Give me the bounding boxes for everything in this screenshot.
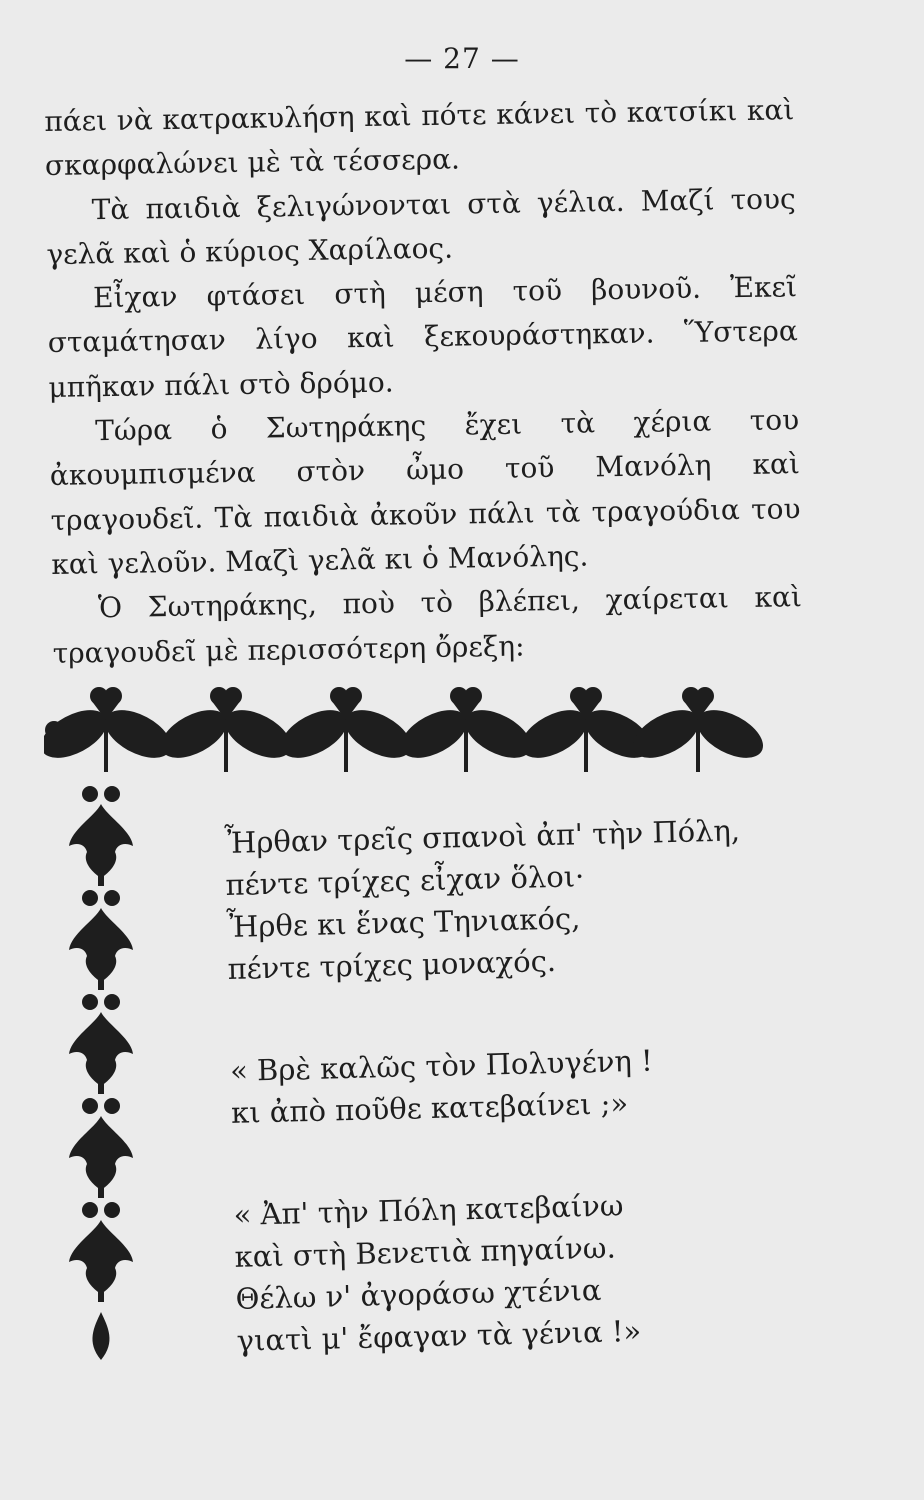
- leaf-sprig: [625, 687, 764, 772]
- prose-body: [44, 88, 803, 676]
- stanza: [230, 1036, 792, 1134]
- verse-line: Θέλω ν' ἀγοράσω χτένια: [235, 1272, 602, 1316]
- verse-line: « Ἀπ' τὴν Πόλη κατεβαίνω: [233, 1188, 624, 1232]
- fleuron: [69, 1202, 133, 1302]
- verse-line: Ἦρθαν τρεῖς σπανοὶ ἀπ' τὴν Πόλη,: [224, 813, 741, 860]
- paragraph: Τὰ παιδιὰ ξελιγώνονται στὰ γέλια. Μαζί τους γελᾶ καὶ ὁ κύριος Χαρίλαος.: [46, 181, 796, 271]
- stanza: [224, 808, 788, 990]
- leaf-sprig: [513, 687, 658, 772]
- fleuron: [69, 786, 133, 886]
- fleuron: [69, 890, 133, 990]
- fleuron-column-ornament: [56, 782, 146, 1362]
- leaf-sprig: [393, 687, 538, 772]
- fleuron: [69, 1098, 133, 1198]
- fleuron: [69, 994, 133, 1094]
- verse-line: « Βρὲ καλῶς τὸν Πολυγένη !: [229, 1043, 654, 1088]
- leaf-sprig: [44, 687, 179, 772]
- stanza: [233, 1180, 797, 1362]
- leaf-border-svg: [44, 682, 764, 782]
- fleuron-tip: [92, 1312, 109, 1360]
- page-number: — 27 —: [404, 42, 520, 75]
- verse-line: πέντε τρίχες μοναχός.: [227, 943, 557, 986]
- paragraph: Τώρα ὁ Σωτηράκης ἔχει τὰ χέρια του ἀκουμπισμένα στὸν ὦμο τοῦ Μανόλη καὶ τραγουδεῖ. Τὰ παιδιὰ ἀκοῦν πάλι τὰ τραγούδια του καὶ γελοῦν. Μαζὶ γελᾶ κι ὁ Μανόλης.: [49, 403, 801, 581]
- paragraph: πάει νὰ κατρακυλήση καὶ πότε κάνει τὸ κατσίκι καὶ σκαρφαλώνει μὲ τὰ τέσσερα.: [44, 93, 795, 183]
- poem: [224, 808, 797, 1362]
- verse-line: κι ἀπὸ ποῦθε κατεβαίνει ;»: [230, 1086, 629, 1130]
- verse-line: πέντε τρίχες εἶχαν ὅλοι·: [225, 859, 585, 902]
- verse-line: γιατὶ μ' ἔφαγαν τὰ γένια !»: [236, 1313, 642, 1358]
- leaf-sprig-border-ornament: [44, 682, 764, 782]
- fleuron-column-svg: [56, 782, 146, 1362]
- verse-line: καὶ στὴ Βενετιὰ πηγαίνω.: [234, 1230, 617, 1274]
- verse-line: Ἦρθε κι ἕνας Τηνιακός,: [226, 901, 581, 944]
- paragraph: Εἶχαν φτάσει στὴ μέση τοῦ βουνοῦ. Ἐκεῖ σταμάτησαν λίγο καὶ ξεκουράστηκαν. Ὕστερα μπῆκαν πάλι στὸ δρόμο.: [47, 270, 798, 404]
- leaf-sprig: [153, 687, 298, 772]
- leaf-sprig: [273, 687, 418, 772]
- paragraph: Ὁ Σωτηράκης, ποὺ τὸ βλέπει, χαίρεται καὶ τραγουδεῖ μὲ περισσότερη ὄρεξη:: [52, 580, 803, 670]
